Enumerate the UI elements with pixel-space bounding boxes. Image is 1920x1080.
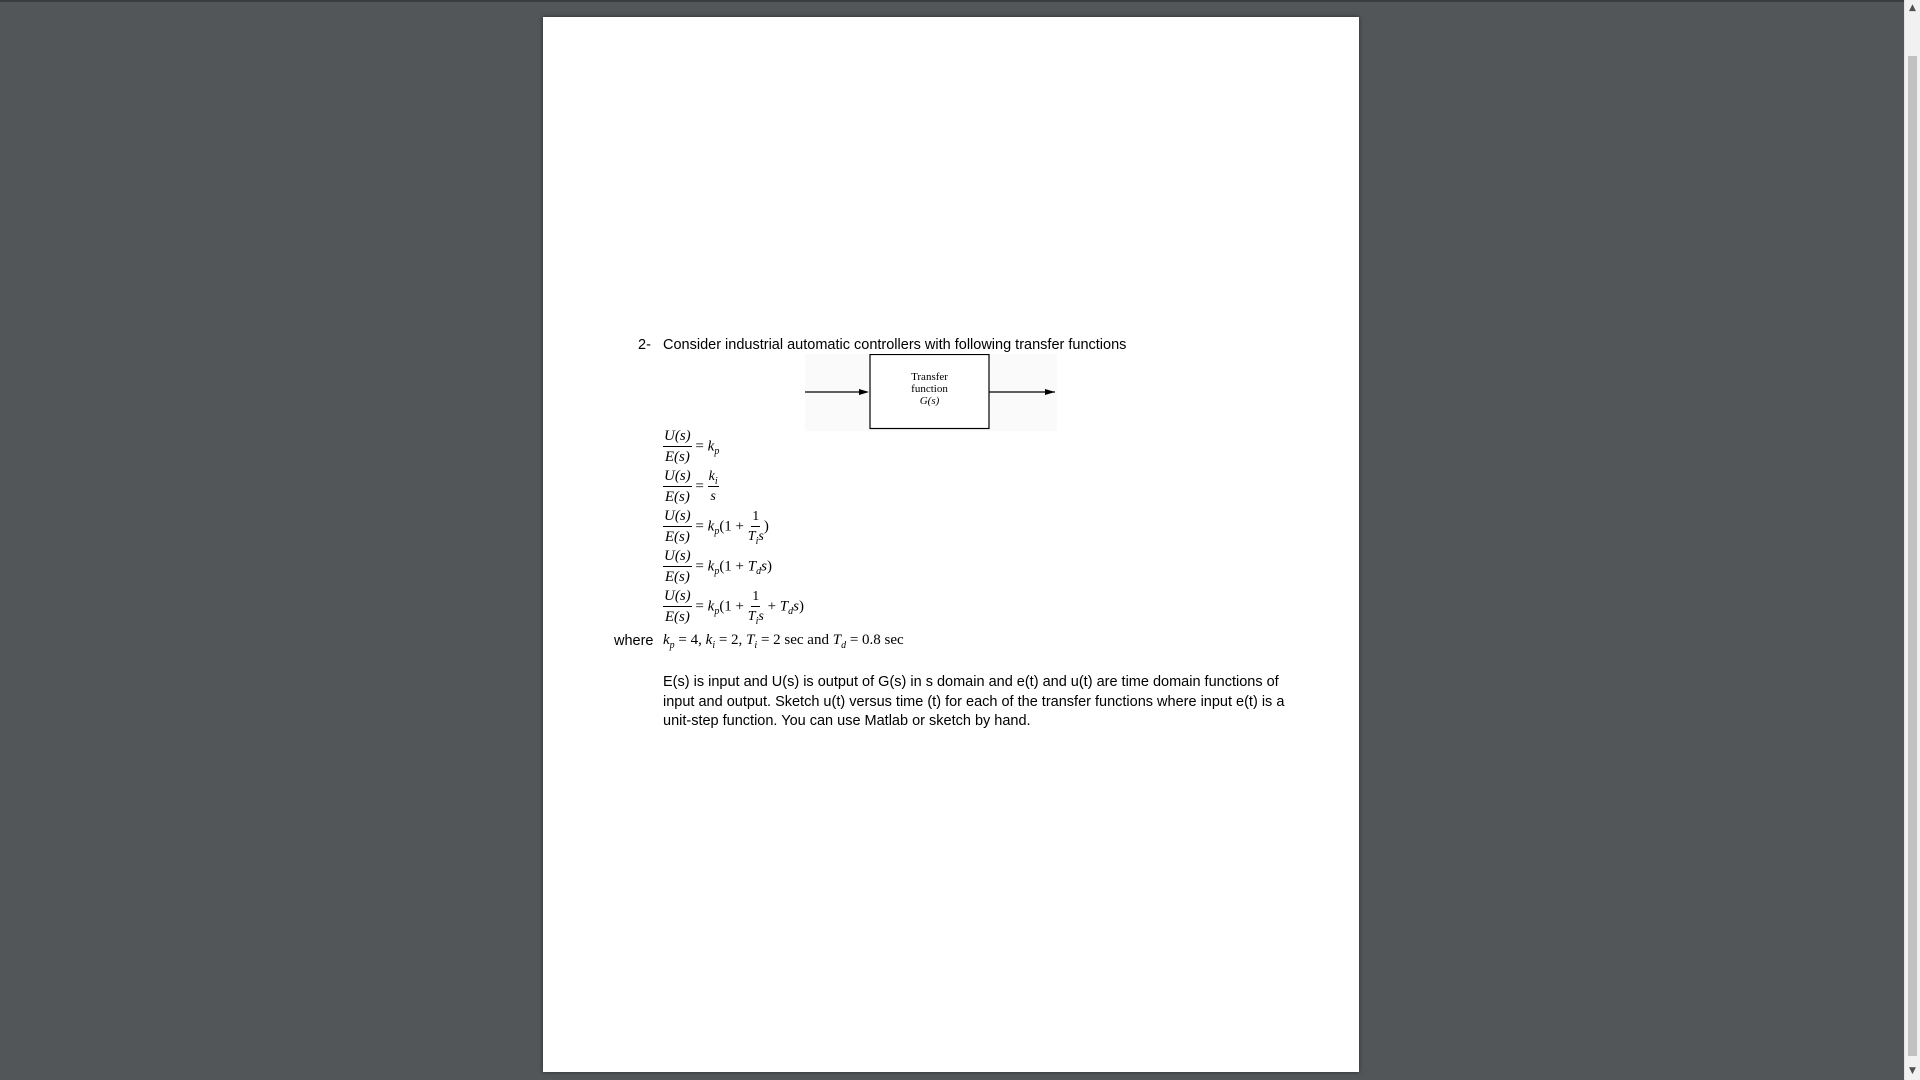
- box-label-line2: function: [911, 383, 948, 395]
- eq3-sub-i: i: [755, 536, 759, 547]
- eq4-s: s: [761, 558, 767, 575]
- eq5-Td: T: [779, 598, 789, 615]
- eq3-denominator: E(s): [664, 529, 690, 545]
- equation-proportional: [663, 429, 719, 465]
- question-number: 2-: [638, 337, 651, 353]
- parameter-values: [663, 632, 904, 649]
- eq5-s2: s: [793, 598, 799, 615]
- eq5-denominator: E(s): [664, 609, 690, 625]
- eq3-one: 1: [751, 510, 760, 527]
- equation-pd: [663, 549, 772, 585]
- eq2-s: s: [710, 489, 716, 504]
- eq5-open: (1 +: [719, 598, 745, 615]
- eq5-sub-i: i: [755, 616, 759, 627]
- eq5-sub-d: d: [788, 606, 794, 618]
- eq5-close: ): [798, 598, 804, 615]
- eq5-equals: =: [695, 598, 704, 615]
- instructions-paragraph: E(s) is input and U(s) is output of G(s) in s domain and e(t) and u(t) are time domain functions of input and output. Sketch u(t) versus time (t) for each of the transfer functions where input e(t) is a unit-step function. You can use Matlab or sketch by hand.: [663, 674, 1285, 729]
- eq2-equals: =: [695, 478, 704, 495]
- eq4-denominator: E(s): [664, 569, 690, 585]
- eq1-k: k: [707, 438, 715, 455]
- scroll-down-arrow-icon[interactable]: ▼: [1909, 1066, 1916, 1076]
- eq1-denominator: E(s): [664, 449, 690, 465]
- eq4-close: ): [766, 558, 772, 575]
- top-border: [0, 0, 1920, 2]
- equation-pid: [663, 589, 804, 625]
- input-arrowhead: [859, 389, 869, 395]
- box-label-line3: G(s): [919, 395, 940, 407]
- eq5-Ti: T: [747, 609, 756, 624]
- eq1-equals: =: [695, 438, 704, 455]
- eq3-close: ): [763, 518, 769, 535]
- eq3-numerator: U(s): [663, 509, 692, 527]
- eq3-k: k: [707, 518, 715, 535]
- eq4-k: k: [707, 558, 715, 575]
- eq4-numerator: U(s): [663, 549, 692, 567]
- block-diagram: [805, 354, 1057, 431]
- eq5-k: k: [707, 598, 715, 615]
- eq4-open: (1 +: [719, 558, 745, 575]
- eq5-s1: s: [758, 609, 764, 624]
- eq5-plus: +: [767, 598, 777, 615]
- question-intro: Consider industrial automatic controllers with following transfer functions: [663, 337, 1127, 353]
- eq5-one: 1: [751, 590, 760, 607]
- eq1-sub-p: p: [714, 446, 720, 458]
- eq2-k: k: [708, 469, 715, 484]
- output-arrowhead: [1045, 389, 1055, 395]
- equation-integral: [663, 469, 719, 505]
- eq3-open: (1 +: [719, 518, 745, 535]
- box-label-line1: Transfer: [911, 371, 948, 383]
- eq5-numerator: U(s): [663, 589, 692, 607]
- eq2-sub-i: i: [714, 476, 718, 487]
- document-page: [543, 17, 1359, 1072]
- eq5-sub-p: p: [714, 606, 720, 618]
- eq3-s: s: [758, 529, 764, 544]
- eq3-T: T: [747, 529, 756, 544]
- block-diagram-svg: [805, 354, 1057, 431]
- scroll-up-arrow-icon[interactable]: ▲: [1909, 3, 1916, 13]
- eq4-T: T: [747, 558, 757, 575]
- parameter-values-text: $k_p = 4$, $k_i = 2$, $T_i = 2$ sec and $T_d = 0.8$ sec: [663, 632, 904, 651]
- scrollbar-thumb[interactable]: [1908, 56, 1917, 1056]
- eq1-numerator: U(s): [663, 429, 692, 447]
- equation-pi: [663, 509, 769, 545]
- vertical-scrollbar[interactable]: [1904, 0, 1920, 1080]
- eq3-equals: =: [695, 518, 704, 535]
- eq4-sub-d: d: [756, 566, 762, 578]
- eq2-numerator: U(s): [663, 469, 692, 487]
- eq4-sub-p: p: [714, 566, 720, 578]
- eq4-equals: =: [695, 558, 704, 575]
- eq2-denominator: E(s): [664, 489, 690, 505]
- eq3-sub-p: p: [714, 526, 720, 538]
- where-label: where: [614, 633, 654, 649]
